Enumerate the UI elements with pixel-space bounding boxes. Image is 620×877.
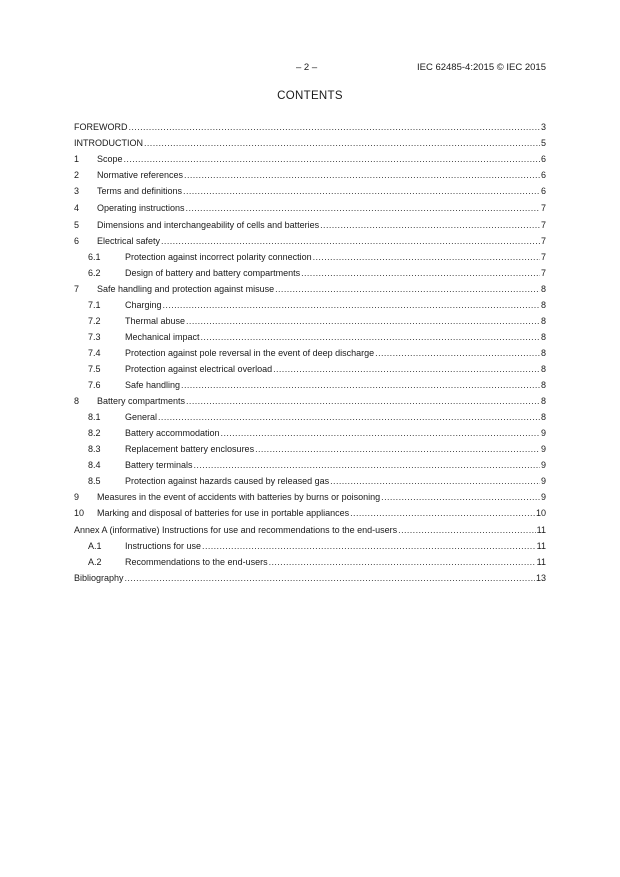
toc-entry[interactable] bbox=[74, 476, 546, 486]
toc-entry-label: Protection against incorrect polarity connection bbox=[125, 252, 312, 262]
toc-entry[interactable] bbox=[74, 541, 546, 551]
toc-dot-leader bbox=[184, 170, 540, 180]
toc-entry-number: 6.2 bbox=[88, 268, 101, 278]
toc-entry[interactable] bbox=[74, 573, 546, 583]
toc-entry-label: General bbox=[125, 412, 158, 422]
toc-entry-label: Protection against hazards caused by released gas bbox=[125, 476, 330, 486]
toc-entry[interactable] bbox=[74, 428, 546, 438]
toc-entry-page: 9 bbox=[540, 476, 546, 486]
toc-entry-label: Thermal abuse bbox=[125, 316, 186, 326]
toc-dot-leader bbox=[201, 332, 540, 342]
toc-entry-number: 8.2 bbox=[88, 428, 101, 438]
toc-entry-number: 8.4 bbox=[88, 460, 101, 470]
toc-entry[interactable] bbox=[74, 316, 546, 326]
toc-entry-page: 8 bbox=[540, 396, 546, 406]
toc-entry[interactable] bbox=[74, 412, 546, 422]
toc-dot-leader bbox=[163, 300, 540, 310]
toc-dot-leader bbox=[301, 268, 540, 278]
page-number: – 2 – bbox=[296, 62, 318, 73]
toc-dot-leader bbox=[269, 557, 536, 567]
toc-entry-page: 13 bbox=[535, 573, 546, 583]
toc-dot-leader bbox=[124, 154, 540, 164]
toc-entry-number: 8 bbox=[74, 396, 80, 406]
toc-entry[interactable] bbox=[74, 460, 546, 470]
toc-entry[interactable] bbox=[74, 284, 546, 294]
toc-entry[interactable] bbox=[74, 170, 546, 180]
toc-entry-page: 7 bbox=[540, 203, 546, 213]
toc-entry-label: Safe handling bbox=[125, 380, 181, 390]
toc-entry[interactable] bbox=[74, 525, 546, 535]
toc-entry[interactable] bbox=[74, 268, 546, 278]
toc-entry-label: Measures in the event of accidents with batteries by burns or poisoning bbox=[97, 492, 381, 502]
toc-entry-number: 7.2 bbox=[88, 316, 101, 326]
toc-entry-label: Mechanical impact bbox=[125, 332, 200, 342]
toc-dot-leader bbox=[181, 380, 540, 390]
toc-entry-label: Operating instructions bbox=[97, 203, 185, 213]
toc-entry-label: INTRODUCTION bbox=[74, 138, 143, 148]
toc-entry-page: 11 bbox=[536, 557, 546, 567]
toc-entry-page: 7 bbox=[540, 252, 546, 262]
toc-entry-number: 7.5 bbox=[88, 364, 101, 374]
toc-entry[interactable] bbox=[74, 252, 546, 262]
toc-entry-label: Battery accommodation bbox=[125, 428, 220, 438]
toc-entry-label: Marking and disposal of batteries for use in portable appliances bbox=[97, 508, 350, 518]
toc-entry[interactable] bbox=[74, 186, 546, 196]
toc-entry-number: 1 bbox=[74, 154, 80, 164]
toc-entry-label: Design of battery and battery compartments bbox=[125, 268, 301, 278]
toc-entry-number: 10 bbox=[74, 508, 85, 518]
toc-dot-leader bbox=[320, 220, 540, 230]
toc-entry-page: 8 bbox=[540, 316, 546, 326]
toc-entry-label: Replacement battery enclosures bbox=[125, 444, 255, 454]
toc-entry[interactable] bbox=[74, 364, 546, 374]
toc-entry-page: 6 bbox=[540, 170, 546, 180]
toc-entry-page: 8 bbox=[540, 348, 546, 358]
toc-dot-leader bbox=[186, 396, 540, 406]
toc-entry-label: Charging bbox=[125, 300, 162, 310]
toc-entry-page: 7 bbox=[540, 268, 546, 278]
toc-entry-page: 6 bbox=[540, 154, 546, 164]
toc-entry-label: Battery terminals bbox=[125, 460, 193, 470]
toc-entry-number: 7.3 bbox=[88, 332, 101, 342]
toc-entry[interactable] bbox=[74, 236, 546, 246]
toc-entry-page: 8 bbox=[540, 364, 546, 374]
toc-entry[interactable] bbox=[74, 508, 546, 518]
toc-entry-number: 6.1 bbox=[88, 252, 101, 262]
toc-entry-label: Dimensions and interchangeability of cells and batteries bbox=[97, 220, 320, 230]
toc-dot-leader bbox=[275, 284, 540, 294]
toc-entry-number: 7 bbox=[74, 284, 80, 294]
toc-dot-leader bbox=[125, 573, 535, 583]
toc-entry-number: 6 bbox=[74, 236, 80, 246]
toc-entry-number: A.2 bbox=[88, 557, 102, 567]
toc-entry[interactable] bbox=[74, 380, 546, 390]
toc-entry[interactable] bbox=[74, 300, 546, 310]
toc-entry-page: 8 bbox=[540, 412, 546, 422]
toc-dot-leader bbox=[273, 364, 540, 374]
toc-entry-label: Bibliography bbox=[74, 573, 124, 583]
toc-entry-label: Electrical safety bbox=[97, 236, 161, 246]
toc-entry-label: Recommendations to the end-users bbox=[125, 557, 268, 567]
toc-dot-leader bbox=[375, 348, 540, 358]
toc-dot-leader bbox=[129, 122, 540, 132]
toc-entry-page: 9 bbox=[540, 460, 546, 470]
toc-dot-leader bbox=[194, 460, 540, 470]
toc-entry-number: 4 bbox=[74, 203, 80, 213]
toc-entry-label: Scope bbox=[97, 154, 123, 164]
toc-dot-leader bbox=[144, 138, 540, 148]
toc-entry-label: Safe handling and protection against misuse bbox=[97, 284, 275, 294]
toc-dot-leader bbox=[202, 541, 536, 551]
toc-entry[interactable] bbox=[74, 122, 546, 132]
toc-dot-leader bbox=[186, 316, 540, 326]
toc-entry-page: 7 bbox=[540, 220, 546, 230]
toc-entry[interactable] bbox=[74, 557, 546, 567]
toc-entry-number: A.1 bbox=[88, 541, 102, 551]
toc-dot-leader bbox=[350, 508, 535, 518]
toc-entry-page: 6 bbox=[540, 186, 546, 196]
toc-entry-page: 3 bbox=[540, 122, 546, 132]
toc-entry-number: 7.1 bbox=[88, 300, 101, 310]
toc-entry-number: 8.1 bbox=[88, 412, 101, 422]
toc-entry-label: Normative references bbox=[97, 170, 184, 180]
toc-entry-number: 3 bbox=[74, 186, 80, 196]
toc-entry-page: 11 bbox=[536, 525, 546, 535]
toc-entry[interactable] bbox=[74, 138, 546, 148]
toc-entry-label: FOREWORD bbox=[74, 122, 128, 132]
toc-entry-page: 8 bbox=[540, 300, 546, 310]
toc-entry-number: 2 bbox=[74, 170, 80, 180]
toc-entry-page: 9 bbox=[540, 444, 546, 454]
toc-dot-leader bbox=[313, 252, 540, 262]
document-reference: IEC 62485-4:2015 © IEC 2015 bbox=[416, 62, 546, 73]
toc-entry[interactable] bbox=[74, 492, 546, 502]
toc-entry[interactable] bbox=[74, 444, 546, 454]
toc-entry[interactable] bbox=[74, 348, 546, 358]
toc-entry-page: 9 bbox=[540, 492, 546, 502]
toc-entry[interactable] bbox=[74, 203, 546, 213]
toc-entry-label: Annex A (informative) Instructions for use and recommendations to the end-users bbox=[74, 525, 398, 535]
contents-title: CONTENTS bbox=[277, 90, 343, 102]
toc-entry-page: 11 bbox=[536, 541, 546, 551]
toc-entry-page: 8 bbox=[540, 380, 546, 390]
toc-dot-leader bbox=[398, 525, 535, 535]
toc-entry-number: 9 bbox=[74, 492, 80, 502]
toc-entry-page: 10 bbox=[535, 508, 546, 518]
toc-entry-number: 8.3 bbox=[88, 444, 101, 454]
toc-dot-leader bbox=[255, 444, 540, 454]
toc-entry-page: 8 bbox=[540, 284, 546, 294]
toc-entry-number: 7.6 bbox=[88, 380, 101, 390]
toc-entry-page: 7 bbox=[540, 236, 546, 246]
toc-entry[interactable] bbox=[74, 220, 546, 230]
toc-entry-label: Protection against pole reversal in the event of deep discharge bbox=[125, 348, 375, 358]
page-header bbox=[0, 62, 620, 76]
toc-entry-number: 5 bbox=[74, 220, 80, 230]
toc-dot-leader bbox=[183, 186, 540, 196]
toc-entry-label: Protection against electrical overload bbox=[125, 364, 273, 374]
toc-entry-page: 9 bbox=[540, 428, 546, 438]
toc-entry-page: 8 bbox=[540, 332, 546, 342]
toc-entry-number: 7.4 bbox=[88, 348, 101, 358]
toc-dot-leader bbox=[158, 412, 540, 422]
toc-dot-leader bbox=[330, 476, 540, 486]
toc-dot-leader bbox=[186, 203, 540, 213]
toc-dot-leader bbox=[221, 428, 540, 438]
toc-entry-page: 5 bbox=[540, 138, 546, 148]
toc-entry-label: Battery compartments bbox=[97, 396, 186, 406]
toc-entry-label: Terms and definitions bbox=[97, 186, 183, 196]
toc-entry-number: 8.5 bbox=[88, 476, 101, 486]
toc-entry[interactable] bbox=[74, 154, 546, 164]
toc-entry[interactable] bbox=[74, 396, 546, 406]
toc-entry[interactable] bbox=[74, 332, 546, 342]
toc-entry-label: Instructions for use bbox=[125, 541, 202, 551]
toc-dot-leader bbox=[381, 492, 540, 502]
toc-dot-leader bbox=[161, 236, 540, 246]
